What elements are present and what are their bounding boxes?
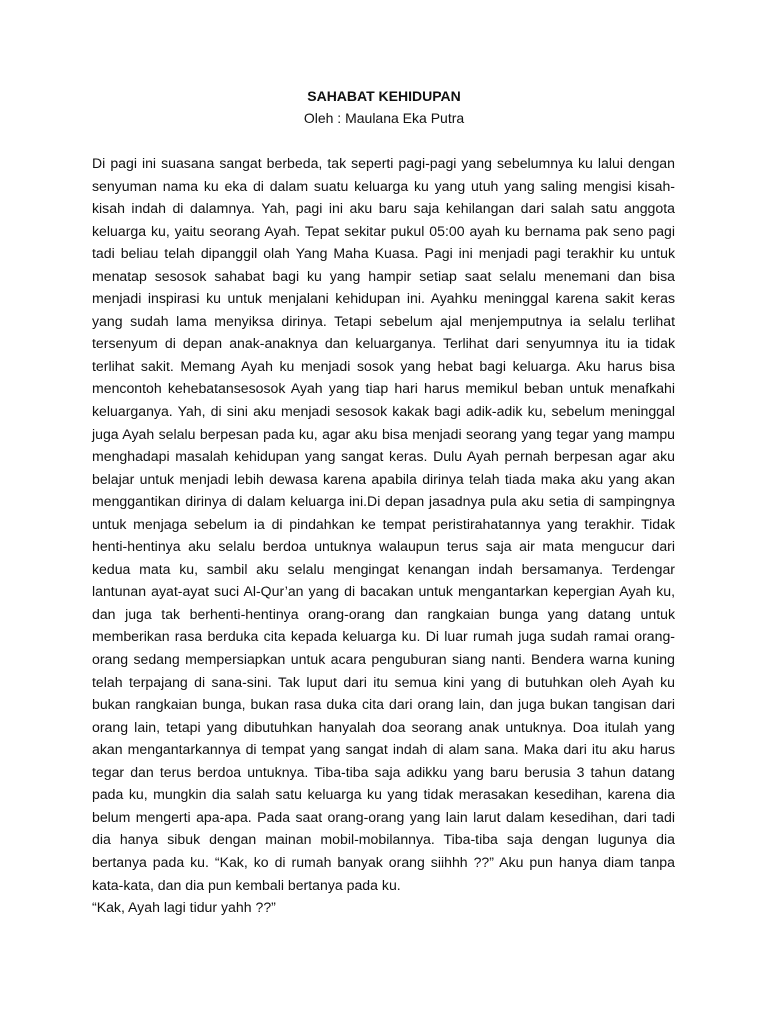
text-line: senyuman nama ku eka di dalam suatu keluarga ku yang utuh yang saling mengisi kisah-: [92, 177, 675, 194]
text-line: akan mengantarkannya di tempat yang sangat indah di alam sana. Maka dari itu aku harus: [92, 741, 675, 758]
text-line: terlihat sakit. Memang Ayah ku menjadi sosok yang hebat bagi keluarga. Aku harus bisa: [92, 357, 675, 374]
text-line: yang sudah lama menyiksa dirinya. Tetapi sebelum ajal menjemputnya ia selalu terlihat: [92, 312, 675, 329]
text-line: juga Ayah selalu berpesan pada ku, agar aku bisa menjadi seorang yang tegar yang mampu: [92, 425, 675, 442]
text-line: kisah indah di dalamnya. Yah, pagi ini aku baru saja kehilangan dari salah satu anggota: [92, 200, 675, 217]
text-line: memberikan rasa berduka cita kepada keluarga ku. Di luar rumah juga sudah ramai orang-: [92, 628, 675, 645]
text-line: keluarga ku, yaitu seorang Ayah. Tepat sekitar pukul 05:00 ayah ku bernama pak seno pagi: [92, 222, 675, 239]
text-line: tegar dan terus berdoa untuknya. Tiba-tiba saja adikku yang baru berusia 3 tahun datang: [92, 763, 675, 780]
text-line: telah terpajang di sana-sini. Tak luput dari itu semua kini yang di butuhkan oleh Ayah ku: [92, 673, 675, 690]
text-line: kedua mata ku, sambil aku selalu mengingat kenangan indah bersamanya. Terdengar: [92, 560, 675, 577]
text-line: henti-hentinya aku selalu berdoa untuknya walaupun terus saja air mata mengucur dari: [92, 538, 675, 555]
text-line: dan juga tak berhenti-hentinya orang-orang dan rangkaian bunga yang datang untuk: [92, 605, 675, 622]
body-text: [92, 152, 675, 919]
text-line: pada ku, mungkin dia salah satu keluarga ku yang tidak merasakan kesedihan, karena dia: [92, 786, 675, 803]
text-line: Di pagi ini suasana sangat berbeda, tak seperti pagi-pagi yang sebelumnya ku lalui dengan: [92, 155, 675, 171]
text-line: tadi beliau telah dipanggil olah Yang Maha Kuasa. Pagi ini menjadi pagi terakhir ku untuk: [92, 245, 675, 262]
text-line: orang lain, tetapi yang dibutuhkan hanyalah doa seorang anak untuknya. Doa itulah yang: [92, 718, 675, 735]
text-line: kata-kata, dan dia pun kembali bertanya pada ku.: [92, 876, 401, 893]
text-line: belajar untuk menjadi lebih dewasa karena apabila dirinya telah tiada maka aku yang akan: [92, 470, 675, 487]
text-line: bukan rangkaian bunga, bukan rasa duka cita dari orang lain, dan juga bukan tangisan dari: [92, 696, 675, 713]
text-line: keluarganya. Yah, di sini aku menjadi sesosok kakak bagi adik-adik ku, sebelum meninggal: [92, 403, 675, 420]
text-line: orang sedang mempersiapkan untuk acara penguburan siang nanti. Bendera warna kuning: [92, 651, 675, 668]
document-title: SAHABAT KEHIDUPAN: [307, 88, 461, 104]
text-line: bertanya pada ku. “Kak, ko di rumah banyak orang siihhh ??” Aku pun hanya diam tanpa: [92, 853, 675, 870]
text-line: belum mengerti apa-apa. Pada saat orang-orang yang lain larut dalam kesedihan, dari tadi: [92, 808, 675, 825]
text-line: “Kak, Ayah lagi tidur yahh ??”: [92, 899, 276, 916]
text-line: dia hanya sibuk dengan mainan mobil-mobilannya. Tiba-tiba saja dengan lugunya dia: [92, 831, 675, 848]
text-line: tersenyum di depan anak-anaknya dan keluarganya. Terlihat dari senyumnya itu ia tidak: [92, 335, 675, 352]
text-line: menghadapi masalah kehidupan yang sangat keras. Dulu Ayah pernah berpesan agar aku: [92, 448, 675, 465]
text-line: mencontoh kehebatansesosok Ayah yang tiap hari harus memikul beban untuk menafkahi: [92, 380, 675, 397]
text-line: menjadi inspirasi ku untuk menjalani kehidupan ini. Ayahku meninggal karena sakit keras: [92, 290, 675, 307]
author-byline: Oleh : Maulana Eka Putra: [303, 110, 465, 126]
text-line: untuk menjaga sebelum ia di pindahkan ke tempat peristirahatannya yang terakhir. Tidak: [92, 515, 675, 532]
text-line: menatap sesosok sahabat bagi ku yang hampir setiap saat selalu menemani dan bisa: [92, 267, 675, 284]
text-line: lantunan ayat-ayat suci Al-Qur’an yang di bacakan untuk mengantarkan kepergian Ayah ku,: [92, 583, 675, 600]
text-line: menggantikan dirinya di dalam keluarga ini.Di depan jasadnya pula aku setia di sampingnya: [92, 493, 675, 510]
